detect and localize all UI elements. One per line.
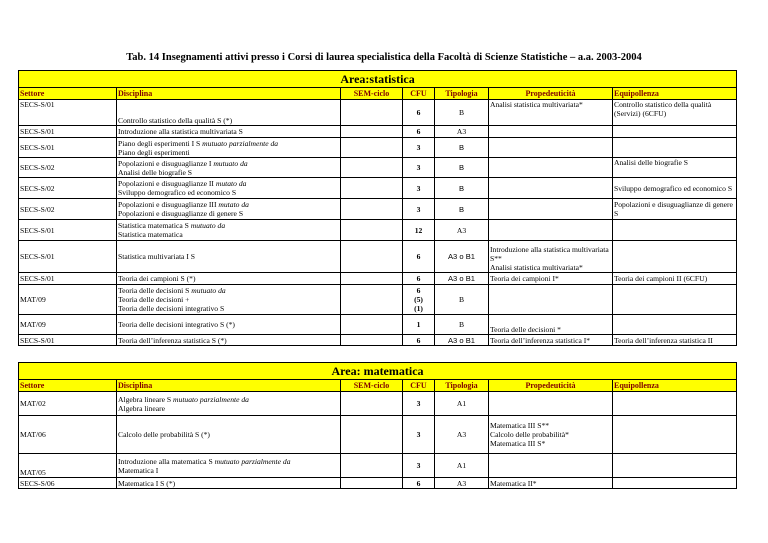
table-row [19,416,737,454]
cfu-part: (5) [414,295,423,304]
cfu-cell [403,285,435,315]
disciplina-cell: Controllo statistico della qualità S (*) [117,100,341,126]
equipollenza-cell [613,285,737,315]
cfu-cell: 3 [403,199,435,220]
cfu-cell: 3 [403,392,435,416]
sem-cell [341,178,403,199]
tipologia-cell: A3 [435,220,489,241]
cfu-cell: 6 [403,241,435,273]
mutuato-note: mutuato parzialmente da [171,394,249,404]
tipologia-cell: B [435,158,489,178]
header-cfu: CFU [403,380,435,392]
disciplina-cell: Calcolo delle probabilità S (*) [117,416,341,454]
settore-cell: SECS-S/02 [19,158,117,178]
propedeuticita-cell: Matematica III S** Calcolo delle probabilità* Matematica III S* [489,416,613,454]
table-row [19,199,737,220]
equipollenza-cell [613,454,737,478]
table-row [19,100,737,126]
disciplina-main: Algebra lineare S [118,394,172,404]
header-propedeuticita: Propedeuticità [489,88,613,100]
propedeuticita-cell [489,158,613,178]
mutuato-note: mutuato da [189,286,226,295]
tipologia-cell: A3 o B1 [435,335,489,346]
settore-cell: MAT/06 [19,416,117,454]
settore-cell: MAT/02 [19,392,117,416]
disciplina-main: Popolazioni e disuguaglianze II [118,179,214,188]
disciplina-main: Piano degli esperimenti I S [118,138,201,148]
table-row [19,392,737,416]
header-disciplina: Disciplina [117,88,341,100]
equipollenza-cell: Popolazioni e disuguaglianze di genere S [613,199,737,220]
equipollenza-cell: Teoria dei campioni II (6CFU) [613,273,737,285]
disciplina-source: Piano degli esperimenti [118,147,190,157]
sem-cell [341,285,403,315]
sem-cell [341,241,403,273]
table-row [19,478,737,489]
header-tipologia: Tipologia [435,380,489,392]
tipologia-cell: A3 [435,126,489,138]
settore-cell: SECS-S/01 [19,241,117,273]
disciplina-cell: Teoria dei campioni S (*) [117,273,341,285]
header-sem: SEM-ciclo [341,380,403,392]
propedeuticita-cell: Teoria dei campioni I* [489,273,613,285]
cfu-cell: 3 [403,178,435,199]
tipologia-cell: B [435,138,489,158]
header-tipologia: Tipologia [435,88,489,100]
sem-cell [341,335,403,346]
disciplina-cell: Matematica I S (*) [117,478,341,489]
sem-cell [341,392,403,416]
table-row [19,138,737,158]
tipologia-cell: B [435,199,489,220]
mutuato-note: mutuato parzialmente da [212,456,291,466]
equipollenza-cell [613,138,737,158]
equipollenza-cell [613,220,737,241]
settore-cell: MAT/09 [19,315,117,335]
tipologia-cell: B [435,285,489,315]
settore-cell: SECS-S/01 [19,220,117,241]
disciplina-cell [117,285,341,315]
header-equipollenza: Equipollenza [613,380,737,392]
header-disciplina: Disciplina [117,380,341,392]
settore-cell: SECS-S/01 [19,138,117,158]
settore-cell: SECS-S/01 [19,273,117,285]
disciplina-cell: Teoria dell’inferenza statistica S (*) [117,335,341,346]
table-row [19,241,737,273]
mutuato-note: mutato da [216,200,249,209]
header-settore: Settore [19,88,117,100]
cfu-cell: 6 [403,126,435,138]
disciplina-source: Algebra lineare [118,403,166,413]
equipollenza-cell: Analisi delle biografie S [613,158,737,178]
sem-cell [341,416,403,454]
equipollenza-cell [613,241,737,273]
disciplina-part: Teoria delle decisioni integrativo S [118,304,225,313]
sem-cell [341,138,403,158]
sem-cell [341,158,403,178]
propedeuticita-cell: Teoria delle decisioni * [489,315,613,335]
equipollenza-cell: Sviluppo demografico ed economico S [613,178,737,199]
propedeuticita-cell [489,392,613,416]
tipologia-cell: A3 o B1 [435,241,489,273]
header-propedeuticita: Propedeuticità [489,380,613,392]
disciplina-main: Popolazioni e disuguaglianze I [118,158,212,168]
cfu-cell: 3 [403,158,435,178]
table-row [19,126,737,138]
equipollenza-cell [613,126,737,138]
disciplina-part: Teoria delle decisioni + [118,295,190,304]
table-row [19,315,737,335]
disciplina-cell: Introduzione alla statistica multivariata S [117,126,341,138]
sem-cell [341,220,403,241]
tipologia-cell: A3 [435,416,489,454]
disciplina-cell [117,220,341,241]
settore-cell: MAT/09 [19,285,117,315]
disciplina-main: Popolazioni e disuguaglianze III [118,200,217,209]
mutuato-note: mutuato parzialmente da [200,138,279,148]
sem-cell [341,199,403,220]
header-equipollenza: Equipollenza [613,88,737,100]
propedeuticita-cell [489,178,613,199]
sem-cell [341,454,403,478]
tipologia-cell: B [435,178,489,199]
sem-cell [341,315,403,335]
propedeuticita-cell [489,199,613,220]
equipollenza-cell [613,478,737,489]
cfu-part: (1) [414,304,423,313]
cfu-cell: 6 [403,478,435,489]
cfu-cell: 6 [403,335,435,346]
equipollenza-cell: Controllo statistico della qualità (Servizi) (6CFU) [613,100,737,126]
mutuato-note: mutato da [213,179,247,188]
disciplina-main: Statistica matematica S [118,221,191,230]
disciplina-cell [117,454,341,478]
disciplina-source: Analisi delle biografie S [118,167,193,177]
disciplina-source: Sviluppo demografico ed economico S [118,188,237,197]
area-title-statistica: Area:statistica [19,71,737,88]
propedeuticita-cell [489,126,613,138]
table-row [19,158,737,178]
cfu-cell: 3 [403,416,435,454]
cfu-cell: 1 [403,315,435,335]
mutuato-note: mutuato da [190,221,226,230]
equipollenza-cell [613,416,737,454]
sem-cell [341,273,403,285]
settore-cell: SECS-S/01 [19,126,117,138]
sem-cell [341,100,403,126]
settore-cell: SECS-S/06 [19,478,117,489]
mutuato-note: mutuato da [211,158,248,168]
table-row [19,454,737,478]
propedeuticita-cell [489,285,613,315]
settore-cell: SECS-S/01 [19,100,117,126]
table-row [19,220,737,241]
equipollenza-cell [613,315,737,335]
disciplina-cell [117,199,341,220]
table-row [19,178,737,199]
propedeuticita-cell: Teoria dell’inferenza statistica I* [489,335,613,346]
disciplina-cell: Teoria delle decisioni integrativo S (*) [117,315,341,335]
table-row [19,285,737,315]
header-sem: SEM-ciclo [341,88,403,100]
matematica-table [18,362,737,489]
statistica-table [18,70,737,346]
disciplina-source: Statistica matematica [118,230,183,239]
sem-cell [341,126,403,138]
settore-cell: SECS-S/01 [19,335,117,346]
cfu-total: 6 [416,286,421,295]
equipollenza-cell: Teoria dell’inferenza statistica II [613,335,737,346]
tipologia-cell: A1 [435,454,489,478]
tipologia-cell: A1 [435,392,489,416]
equipollenza-cell [613,392,737,416]
propedeuticita-cell [489,138,613,158]
disciplina-source: Popolazioni e disuguaglianze di genere S [118,209,244,218]
disciplina-cell: Statistica multivariata I S [117,241,341,273]
tipologia-cell: B [435,100,489,126]
propedeuticita-cell: Analisi statistica multivariata* [489,100,613,126]
header-settore: Settore [19,380,117,392]
table-row [19,273,737,285]
disciplina-main: Introduzione alla matematica S [118,456,213,466]
disciplina-cell [117,138,341,158]
propedeuticita-cell [489,454,613,478]
disciplina-source: Matematica I [118,465,159,475]
settore-cell: MAT/05 [19,454,117,478]
tipologia-cell: B [435,315,489,335]
cfu-cell: 6 [403,100,435,126]
disciplina-main: Teoria delle decisioni S [118,286,190,295]
cfu-cell: 3 [403,138,435,158]
area-title-matematica: Area: matematica [19,363,737,380]
cfu-cell: 6 [403,273,435,285]
disciplina-cell [117,158,341,178]
settore-cell: SECS-S/02 [19,178,117,199]
cfu-cell: 3 [403,454,435,478]
settore-cell: SECS-S/02 [19,199,117,220]
disciplina-cell [117,178,341,199]
cfu-cell: 12 [403,220,435,241]
propedeuticita-cell: Matematica II* [489,478,613,489]
header-cfu: CFU [403,88,435,100]
tipologia-cell: A3 [435,478,489,489]
tipologia-cell: A3 o B1 [435,273,489,285]
table-row [19,335,737,346]
propedeuticita-cell [489,220,613,241]
propedeuticita-cell: Introduzione alla statistica multivariata S** Analisi statistica multivariata* [489,241,613,273]
page-title: Tab. 14 Insegnamenti attivi presso i Corsi di laurea specialistica della Facoltà di Scienze Statistiche – a.a. 2003-2004 [126,52,642,63]
sem-cell [341,478,403,489]
disciplina-cell [117,392,341,416]
